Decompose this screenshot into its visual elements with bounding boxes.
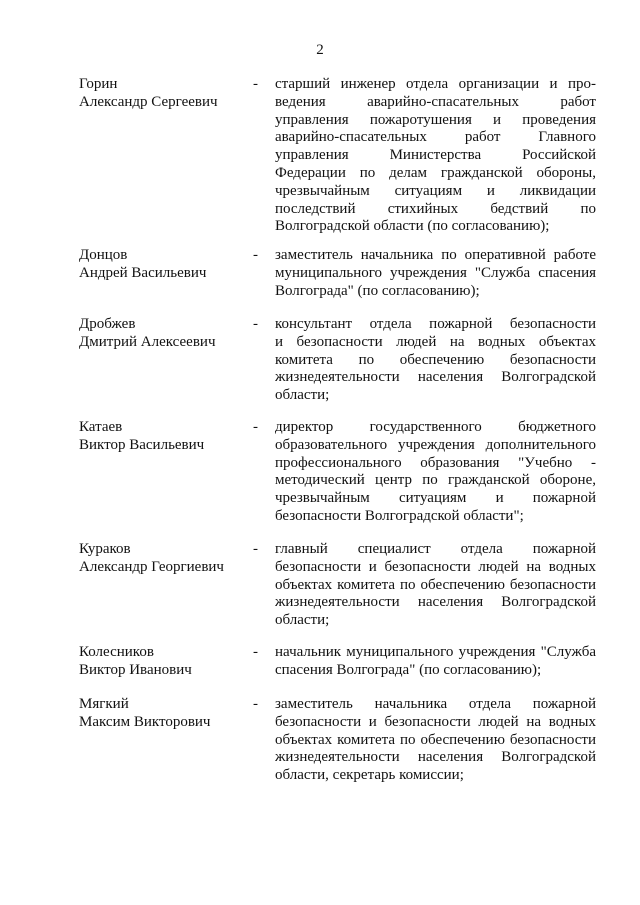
position-line: чрезвычайным ситуациям и пожарной: [275, 490, 596, 507]
member-given-names: Максим Викторович: [79, 713, 211, 730]
member-position: [275, 541, 596, 630]
position-line: образовательного учреждения дополнительного: [275, 436, 596, 453]
entry-dash: -: [253, 644, 258, 660]
position-line: жизнедеятельности населения Волгоградской: [275, 749, 596, 766]
position-line: области;: [275, 387, 330, 404]
position-line: муниципального учреждения "Служба спасения: [275, 264, 596, 281]
position-line: безопасности и безопасности людей на водных: [275, 713, 596, 730]
member-surname: Мягкий: [79, 696, 129, 712]
position-line: и безопасности людей на водных объектах: [275, 333, 596, 350]
position-line: консультант отдела пожарной безопасности: [275, 316, 596, 332]
position-line: аварийно-спасательных работ Главного: [275, 129, 596, 146]
position-line: методический центр по гражданской обороне,: [275, 472, 596, 489]
position-line: области, секретарь комиссии;: [275, 767, 464, 784]
entry-dash: -: [253, 316, 258, 332]
position-line: объектах комитета по обеспечению безопасности: [275, 576, 596, 593]
member-given-names: Виктор Иванович: [79, 661, 192, 678]
member-name: [79, 696, 249, 732]
entry-dash: -: [253, 696, 258, 712]
position-line: профессионального образования "Учебно -: [275, 454, 596, 471]
entry-dash: -: [253, 419, 258, 435]
entry-dash: -: [253, 247, 258, 263]
position-line: области;: [275, 612, 330, 629]
member-given-names: Виктор Васильевич: [79, 436, 205, 453]
position-line: чрезвычайным ситуациям и ликвидации: [275, 182, 596, 199]
position-line: объектах комитета по обеспечению безопасности: [275, 731, 596, 748]
position-line: Волгоградской области (по согласованию);: [275, 218, 550, 235]
position-line: начальник муниципального учреждения "Служба: [275, 644, 596, 660]
position-line: ведения аварийно-спасательных работ: [275, 93, 596, 110]
position-line: спасения Волгограда" (по согласованию);: [275, 661, 542, 678]
member-position: [275, 644, 596, 680]
position-line: безопасности Волгоградской области";: [275, 507, 524, 524]
member-given-names: Александр Георгиевич: [79, 558, 224, 575]
member-surname: Кураков: [79, 541, 131, 557]
member-name: [79, 541, 249, 577]
member-position: [275, 76, 596, 236]
entry-dash: -: [253, 76, 258, 92]
member-given-names: Александр Сергеевич: [79, 93, 218, 110]
position-line: последствий стихийных бедствий по: [275, 200, 596, 217]
position-line: жизнедеятельности населения Волгоградской: [275, 369, 596, 386]
position-line: директор государственного бюджетного: [275, 419, 596, 435]
member-surname: Колесников: [79, 644, 154, 660]
member-given-names: Андрей Васильевич: [79, 264, 207, 281]
member-surname: Горин: [79, 76, 118, 92]
member-name: [79, 316, 249, 352]
member-name: [79, 76, 249, 112]
position-line: жизнедеятельности населения Волгоградской: [275, 594, 596, 611]
position-line: безопасности и безопасности людей на водных: [275, 558, 596, 575]
member-surname: Катаев: [79, 419, 123, 435]
entry-dash: -: [253, 541, 258, 557]
position-line: Федерации по делам гражданской обороны,: [275, 164, 596, 181]
position-line: заместитель начальника по оперативной работе: [275, 247, 596, 263]
member-position: [275, 247, 596, 300]
member-position: [275, 419, 596, 526]
position-line: заместитель начальника отдела пожарной: [275, 696, 596, 712]
member-name: [79, 247, 249, 283]
position-line: управления пожаротушения и проведения: [275, 111, 596, 128]
position-line: комитета по обеспечению безопасности: [275, 351, 596, 368]
member-position: [275, 696, 596, 785]
member-name: [79, 644, 249, 680]
position-line: управления Министерства Российской: [275, 147, 596, 164]
member-surname: Дробжев: [79, 316, 136, 332]
member-given-names: Дмитрий Алексеевич: [79, 333, 216, 350]
page-number: 2: [316, 42, 324, 58]
member-name: [79, 419, 249, 455]
position-line: старший инженер отдела организации и про-: [275, 76, 596, 92]
position-line: главный специалист отдела пожарной: [275, 541, 596, 557]
member-position: [275, 316, 596, 405]
member-surname: Донцов: [79, 247, 128, 263]
position-line: Волгограда" (по согласованию);: [275, 282, 480, 299]
